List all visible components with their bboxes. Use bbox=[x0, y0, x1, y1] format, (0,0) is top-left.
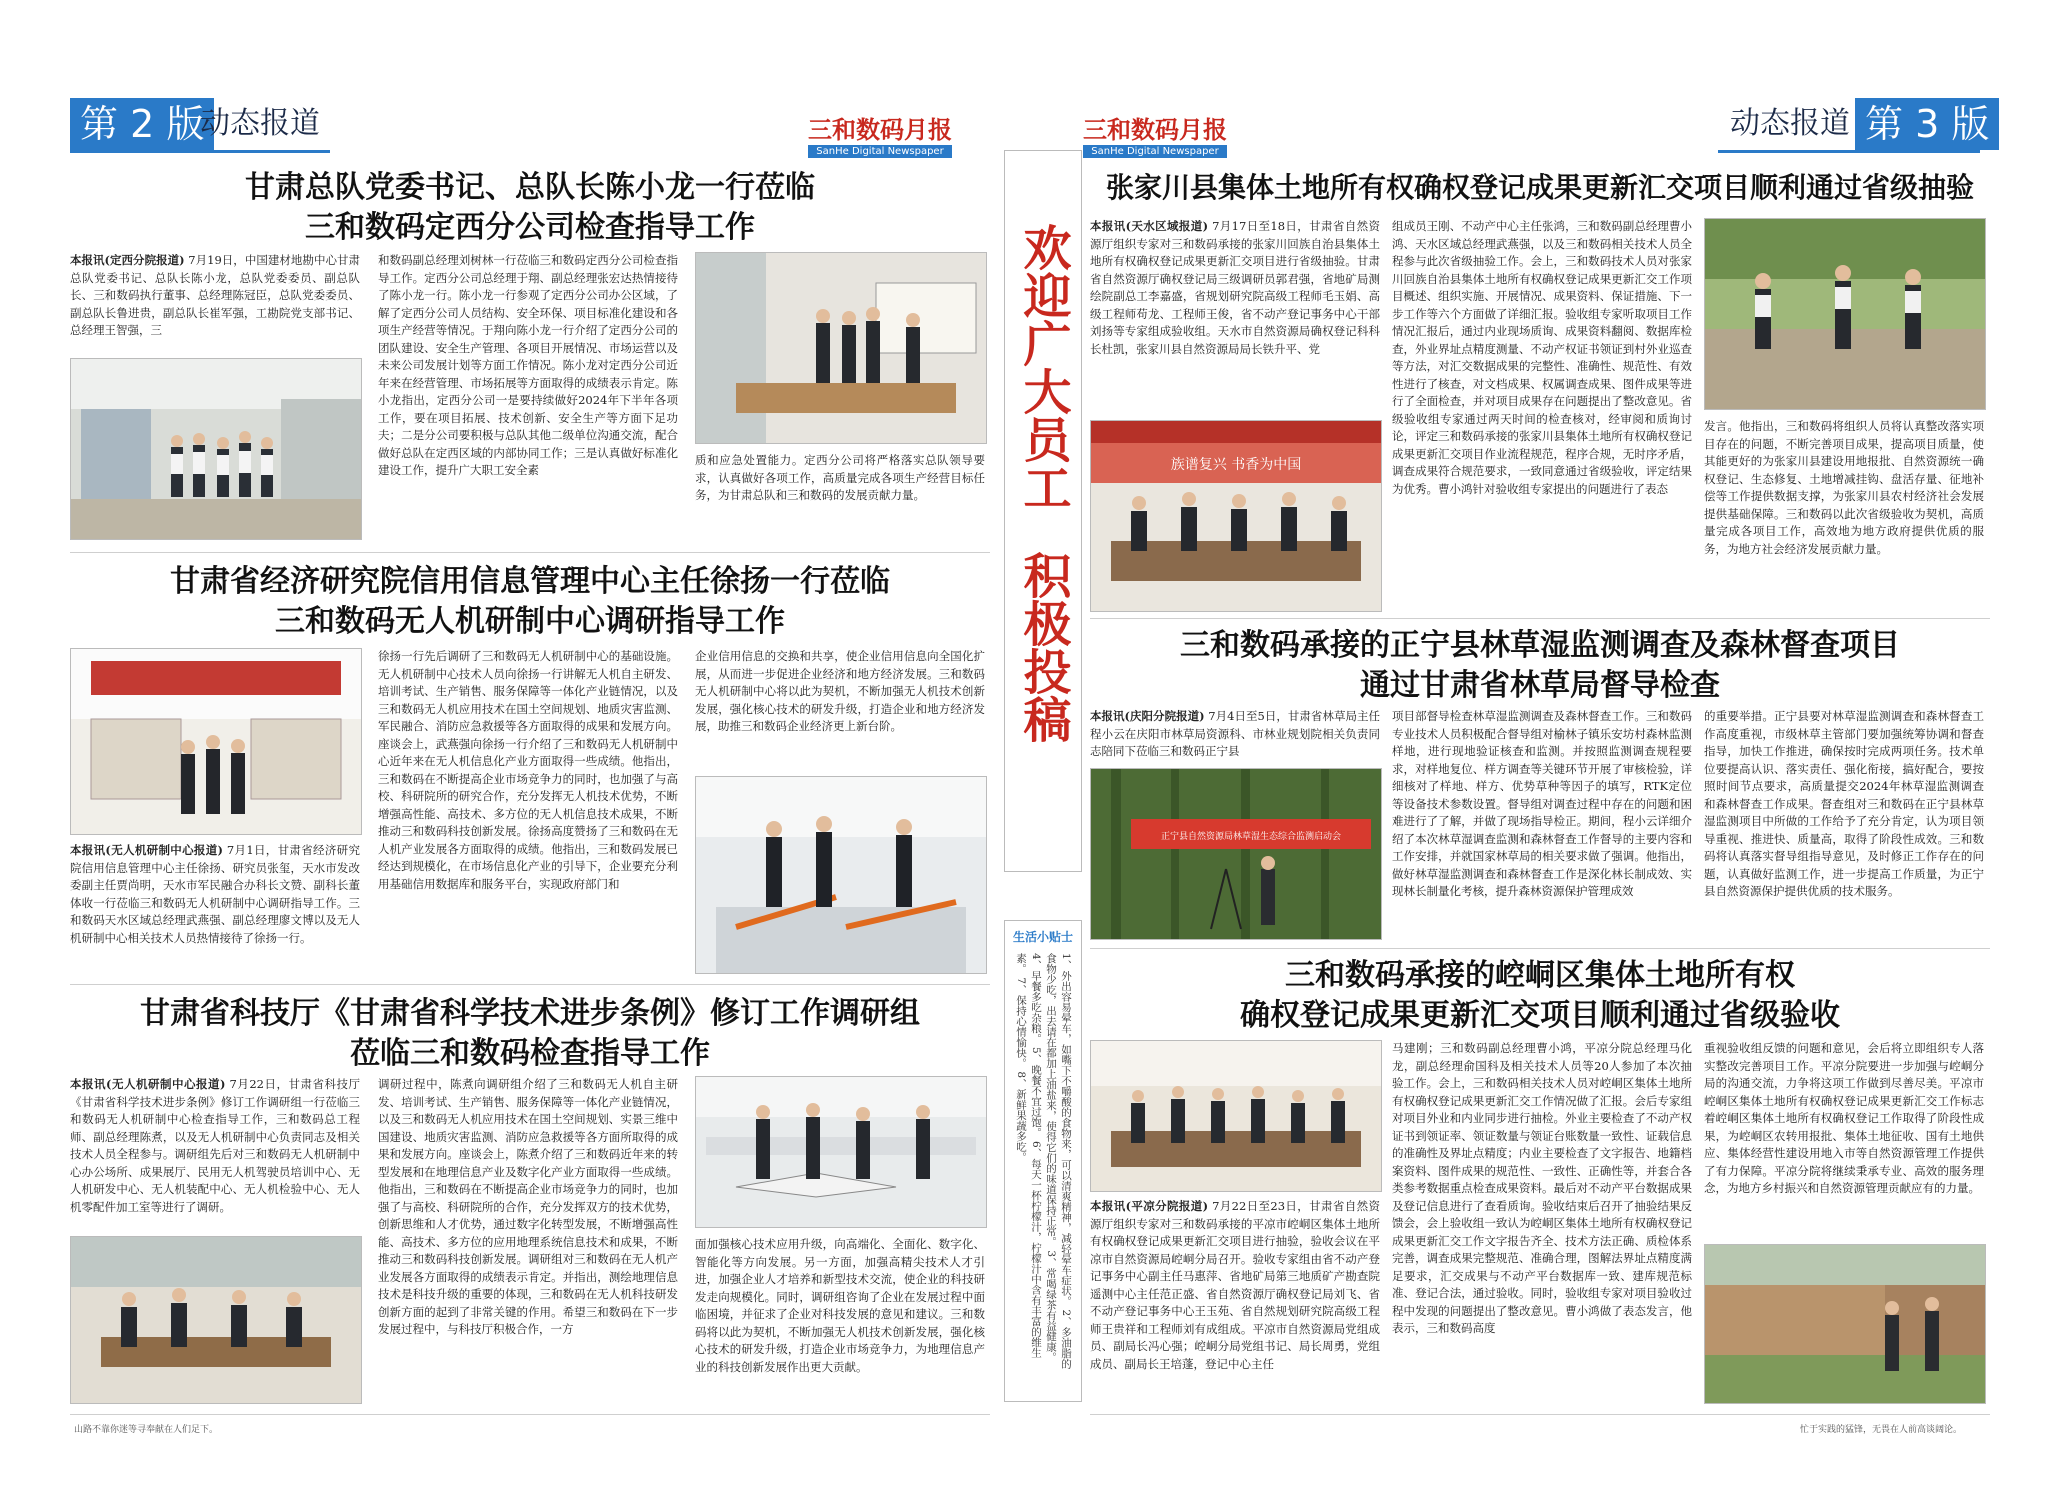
article-2-photo-1 bbox=[70, 648, 362, 835]
article-2-title-line-1: 甘肃省经济研究院信用信息管理中心主任徐扬一行莅临 bbox=[170, 564, 890, 599]
section-label-left: 动态报道 bbox=[200, 106, 320, 141]
article-5-col-3: 的重要举措。正宁县要对林草湿监测调查和森林督查工作高度重视，市级林草主管部门要加强统筹协调和督查指导，加快工作推进，确保按时完成两项任务。技术单位要提高认识、落实责任、强化衔接，搞好配合，要按照时间节点要求，高质量提交2024年林草湿监测调查和森林督查工作成果。督查组对三和数码在正宁县林草湿监测项目中所做的工作给予了充分肯定，认为项目领导重视、推进快、质量高，取得了阶段性成效。三和数码将认真落实督导组指导意见，及时修正工作存在的问题，认真做好监测工作，进一步提高工作质量，为正宁县自然资源保护提供优质的技术服务。 bbox=[1704, 709, 1984, 898]
divider bbox=[70, 552, 990, 553]
village-survey-photo bbox=[1705, 1245, 1985, 1403]
divider bbox=[1090, 948, 1990, 949]
article-3-col-1 bbox=[70, 1076, 360, 1226]
article-2-col-3: 企业信用信息的交换和共享，使企业信用信息向全国化扩展，从而进一步促进企业经济和地方经济发展。三和数码无人机研制中心将以此为契机，不断加强无人机技术创新发展，强化核心技术的研发升级，打造企业和地方经济发展，助推三和数码企业经济更上新台阶。 bbox=[695, 649, 985, 733]
article-1-col-1-text: 7月19日，中国建材地勘中心甘肃总队党委书记、总队长陈小龙，总队党委委员、副总队长、三和数码执行董事、总经理陈冠臣，总队党委委员、副总队长鲁进贵，副总队长崔军强，工勘院党支部书记、总经理王智强，三 bbox=[70, 253, 360, 337]
footer-right: 忙于实践的猛锋，无畏在人前高谈阔论。 bbox=[1800, 1425, 1963, 1435]
footer-rule-right bbox=[1090, 1414, 1990, 1415]
article-1-dateline: 本报讯(定西分院报道) bbox=[70, 253, 185, 267]
article-6-dateline: 本报讯(平凉分院报道) bbox=[1090, 1199, 1209, 1213]
article-4-title: 张家川县集体土地所有权确权登记成果更新汇交项目顺利通过省级抽验 bbox=[1105, 171, 1974, 204]
article-1-photo-2 bbox=[695, 252, 987, 444]
article-6-col-1 bbox=[1090, 1198, 1380, 1402]
article-1-title-line-1: 甘肃总队党委书记、总队长陈小龙一行莅临 bbox=[245, 170, 815, 205]
article-2-title bbox=[70, 562, 990, 642]
footer-left: 山路不靠你迷等寻奉献在人们足下。 bbox=[74, 1425, 219, 1435]
article-1-title-line-2: 三和数码定西分公司检查指导工作 bbox=[305, 210, 755, 245]
article-3-title bbox=[70, 994, 990, 1074]
article-3-photo-1 bbox=[70, 1236, 362, 1404]
masthead-right bbox=[1083, 110, 1227, 158]
article-6-title-line-2: 确权登记成果更新汇交项目顺利通过省级验收 bbox=[1240, 998, 1840, 1033]
tips-text: 1、外出容易晕车，如嘴下不嚼酸的食物来，可以清爽精神，减轻晕车症状。 2、多油脂的食物少吃，出去请在都加上油盐来，使得它们的味道保持正常。 3、常喝绿茶有益健康。 4、早餐多吃杂粮。 5、晚餐不宜过饱。 6、每天一杯柠檬汁，柠檬汁中含有丰富的维生素。 7、保持心情愉快。 8、新鲜果蔬多吃。 bbox=[1015, 953, 1072, 1369]
article-4-col-1 bbox=[1090, 218, 1380, 408]
article-5-photo-1 bbox=[1090, 768, 1382, 940]
photo-banner-text: 正宁县自然资源局林草湿生态综合监测启动会 bbox=[1160, 832, 1342, 842]
masthead-en: SanHe Digital Newspaper bbox=[1083, 145, 1227, 158]
divider bbox=[1090, 618, 1990, 619]
article-1-photo-1 bbox=[70, 358, 362, 540]
article-2-col-1 bbox=[70, 842, 360, 972]
masthead-logo: 三和数码月报 bbox=[1083, 115, 1227, 144]
header-rule-left bbox=[70, 150, 330, 153]
article-1-title bbox=[70, 168, 990, 248]
article-2-col-2: 徐扬一行先后调研了三和数码无人机研制中心的基础设施。无人机研制中心技术人员向徐扬一行讲解无人机自主研发、培训考试、生产销售、服务保障等一体化产业链情况，以及三和数码无人机应用技术在国土空间规划、地质灾害监测、军民融合、消防应急救援等各方面取得的成果和发展方向。座谈会上，武燕强向徐扬一行介绍了三和数码无人机研制中心近年来在无人机信息化产业方面取得一些成绩。他指出，三和数码在不断提高企业市场竞争力的同时，也加强了与高校、科研院所的研究合作，充分发挥无人机技术优势，不断增强高性能、高技术、多方位的无人机信息技术成果，不断推动三和数码科技创新发展。徐扬高度赞扬了三和数码在无人机产业发展各方面取得的成绩。他指出，三和数码发展已经达到规模化，在市场信息化产业的引导下，企业要充分利用基础信用数据库和服务平台，实现政府部门和 bbox=[378, 649, 678, 891]
article-5-dateline: 本报讯(庆阳分院报道) bbox=[1090, 709, 1205, 723]
article-4-dateline: 本报讯(天水区域报道) bbox=[1090, 219, 1209, 233]
article-3-col-1-text: 7月22日，甘肃省科技厅《甘肃省科学技术进步条例》修订工作调研组一行莅临三和数码无人机研制中心检查指导工作，三和数码总工程师、副总经理陈煮，以及无人机研制中心负责同志及相关技术人员全程参与。调研组先后对三和数码无人机研制中心办公场所、成果展厅、民用无人机驾驶员培训中心、无人机研发中心、无人机装配中心、无人机检验中心、无人机零配件加工室等进行了调研。 bbox=[70, 1077, 360, 1214]
tips-box bbox=[1004, 920, 1082, 1402]
slogan-box bbox=[1004, 150, 1082, 872]
footer-rule-left bbox=[70, 1414, 990, 1415]
article-4-photo-1 bbox=[1090, 420, 1382, 612]
article-5-col-1 bbox=[1090, 708, 1380, 760]
article-6-col-1-text: 7月22日至23日，甘肃省自然资源厅组织专家对三和数码承接的平凉市崆峒区集体土地所有权确权登记成果更新汇交项目进行抽验，验收会议在平凉市自然资源局崆峒分局召开。验收专家组由省不动产登记事务中心副主任马惠萍、省地矿局第三地质矿产勘查院遥测中心主任范正盛、省自然资源厅确权登记局刘飞、省不动产登记事务中心王玉苑、省自然规划研究院高级工程师王贵祥和工程师刘有成组成。平凉市自然资源局党组成员、副局长冯心强；崆峒分局党组书记、局长周勇，党组成员、副局长王培蓬，登记中心主任 bbox=[1090, 1199, 1380, 1371]
article-4-photo-2 bbox=[1704, 218, 1986, 410]
article-5-title-line-1: 三和数码承接的正宁县林草湿监测调查及森林督查项目 bbox=[1180, 628, 1900, 663]
article-5-col-1-text: 7月4日至5日，甘肃省林草局主任程小云在庆阳市林草局资源科、市林业规划院相关负责同志陪同下莅临三和数码正宁县 bbox=[1090, 709, 1380, 758]
article-3-col-3: 面加强核心技术应用升级，向高端化、全面化、数字化、智能化等方向发展。另一方面，加强高精尖技术人才引进，加强企业人才培养和新型技术交流，使企业的科技研发走向规模化。同时，调研组咨询了企业在发展过程中面临困境，并征求了企业对科技发展的意见和建议。三和数码将以此为契机，不断加强无人机技术创新发展，强化核心技术的研发升级，打造企业市场竞争力，为地理信息产业的科技创新发展作出更大贡献。 bbox=[695, 1237, 985, 1374]
meeting-room-photo bbox=[696, 253, 986, 443]
drone-lab-photo bbox=[696, 1077, 986, 1227]
article-5-col-2: 项目部督导检查林草湿监测调查及森林督查工作。三和数码专业技术人员积极配合督导组对榆林子镇乐安坊村森林监测样地，进行现地验证核查和监测。并按照监测调查规程要求，对样地复位、样方调查等关键环节开展了审核检验，详细核对了样地、样方、优势草种等因子的填写，RTK定位等设备技术参数设置。督导组对调查过程中存在的问题和困难进行了了解，并做了现场指导检正。期间，程小云详细介绍了本次林草湿调查监测和森林督查工作督导的主要内容和工作安排，并就国家林草局的相关要求做了强调。他指出，做好林草湿监测调查和森林督查工作是深化林长制成效、实现林长制量化考核，提升森林资源保护管理成效 bbox=[1392, 709, 1692, 898]
header-rule-right bbox=[1718, 150, 1980, 153]
article-6-col-2: 马建刚；三和数码副总经理曹小鸿，平凉分院总经理马化龙，副总经理俞国科及相关技术人员等20人参加了本次抽验工作。会上，三和数码相关技术人员对崆峒区集体土地所有权确权登记成果更新汇交工作情况做了汇报。会后专家组对项目外业和内业同步进行抽检。外业主要检查了不动产权证书到领证率、领证数量与领证台账数量一致性、证载信息的准确性及界址点精度；内业主要检查了文字报告、地籍档案资料、图件成果的规范性、一致性、正确性等，并套合各类参考数据重点检查成果资料。最后对不动产平台数据成果及登记信息进行了查看质询。验收结束后召开了抽验结果反馈会，会上验收组一致认为崆峒区集体土地所有权确权登记成果更新汇交工作文字报告齐全、技术方法正确、质检体系完善，调查成果完整规范、准确合理，图解法界址点精度满足要求，汇交成果与不动产平台数据库一致、建库规范标准、登记合法，通过验收。同时，验收组专家对项目验收过程中发现的问题提出了整改意见。曹小鸿做了表态发言，他表示，三和数码高度 bbox=[1392, 1041, 1692, 1335]
article-6-photo-1 bbox=[1090, 1040, 1382, 1192]
slogan-line-2 bbox=[1005, 551, 1081, 743]
slogan-text-1: 欢迎广大员工 bbox=[1015, 223, 1071, 511]
article-2-title-line-2: 三和数码无人机研制中心调研指导工作 bbox=[275, 604, 785, 639]
article-1-col-2: 和数码副总经理刘树林一行莅临三和数码定西分公司检查指导工作。定西分公司总经理于翔、副总经理张宏达热情接待了陈小龙一行。陈小龙一行参观了定西分公司办公区域，了解了定西分公司人员结构、安全环保、项目标准化建设和各项生产经营等情况。于翔向陈小龙一行介绍了定西分公司的团队建设、安全生产管理、各项目开展情况、市场运营以及未来公司发展计划等方面工作情况。陈小龙对定西分公司近年来在经营管理、市场拓展等方面取得的成绩表示肯定。陈小龙指出，定西分公司一是要持续做好2024年下半年各项工作，要在项目拓展、技术创新、安全生产等方面下足功夫；二是分公司要积极与总队其他二级单位沟通交流，配合做好总队在定西区域的内部协同工作；三是认真做好标准化建设工作，提升广大职工安全素 bbox=[378, 253, 678, 477]
banner-text-2: 族谱复兴 书香为中国 bbox=[1170, 457, 1302, 473]
masthead-logo: 三和数码月报 bbox=[808, 115, 952, 144]
article-4-col-1-text: 7月17日至18日，甘肃省自然资源厅组织专家对三和数码承接的张家川回族自治县集体土地所有权确权登记成果更新汇交项目进行省级抽验。甘肃省自然资源厅确权登记局三级调研员郭君强，省地矿局测绘院副总工李嘉盛，省规划研究院高级工程师毛玉娟、高级工程师苟龙、工程师王俊，省不动产登记事务中心干部刘扬等专家组成验收组。天水市自然资源局确权登记科科长杜凯，张家川县自然资源局局长铁升平、党 bbox=[1090, 219, 1380, 356]
slogan-line-1 bbox=[1005, 223, 1081, 511]
masthead-en: SanHe Digital Newspaper bbox=[808, 145, 952, 158]
acceptance-meeting-photo bbox=[1091, 1041, 1381, 1191]
page-number-right: 第 3 版 bbox=[1855, 98, 1999, 150]
article-6-col-3: 重视验收组反馈的问题和意见，会后将立即组织专人落实整改完善项目工作。平凉分院要进一步加强与崆峒分局的沟通交流，力争将这项工作做到尽善尽美。平凉市崆峒区集体土地所有权确权登记成果更新汇交工作标志着崆峒区集体土地所有权确权登记工作取得了阶段性成果，为崆峒区农转用报批、集体土地征收、国有土地供应、集体经营性建设用地入市等自然资源管理工作提供了有力保障。平凉分院将继续秉承专业、高效的服务理念，为地方乡村振兴和自然资源管理贡献应有的力量。 bbox=[1704, 1041, 1984, 1195]
article-5-title-line-2: 通过甘肃省林草局督导检查 bbox=[1360, 668, 1720, 703]
article-4-col-3: 发言。他指出，三和数码将组织人员将认真整改落实项目存在的问题，不断完善项目成果，提高项目质量，使其能更好的为张家川县建设用地报批、自然资源统一确权登记、生态修复、土地增减挂钩、盘活存量、征地补偿等工作提供数据支撑，为张家川县农村经济社会发展提供基础保障。三和数码以此次省级验收为契机，高质量完成各项目工作，高效地为地方政府提供优质的服务，为地方社会经济发展贡献力量。 bbox=[1704, 419, 1984, 556]
article-3-title-line-1: 甘肃省科技厅《甘肃省科学技术进步条例》修订工作调研组 bbox=[140, 996, 920, 1031]
masthead-left bbox=[808, 110, 952, 158]
article-6-title bbox=[1090, 956, 1990, 1036]
article-4-col-2: 组成员王刚、不动产中心主任张鸿，三和数码副总经理曹小鸿、天水区域总经理武燕强，以及三和数码相关技术人员全程参与此次省级抽验工作。会上，三和数码技术人员对张家川回族自治县集体土地所有权确权登记成果更新汇交工作项目概述、组织实施、开展情况、成果资料、保证措施、下一步工作等六个方面做了详细汇报。验收组专家听取项目工作情况汇报后，通过内业现场质询、成果资料翻阅、数据库检查，外业界址点精度测量、不动产权证书领证到村外业巡查等方法，对汇交数据成果的完整性、准确性、规范性、有效性进行了核查，对文档成果、权属调查成果、图件成果等进行了全面检查，并对项目成果存在问题提出了整改意见。省级验收组专家通过两天时间的检查核对，经审阅和质询讨论，评定三和数码承接的张家川县集体土地所有权确权登记成果更新汇交项目作业流程规范，程序合规，无时序矛盾，调查成果符合规范要求，一致同意通过省级验收，评定结果为优秀。曹小鸿针对验收组专家提出的问题进行了表态 bbox=[1392, 219, 1692, 496]
article-6-photo-2 bbox=[1704, 1244, 1986, 1404]
exhibition-hall-photo bbox=[71, 649, 361, 834]
article-2-col-1-text: 7月1日，甘肃省经济研究院信用信息管理中心主任徐扬、研究员张玺，天水市发改委副主任贾尚明，天水市军民融合办科长文赞、副科长董体收一行莅临三和数码无人机研制中心调研指导工作。三和数码天水区域总经理武燕强、副总经理廖文博以及无人机研制中心相关技术人员热情接待了徐扬一行。 bbox=[70, 843, 360, 945]
article-1-col-3: 质和应急处置能力。定西分公司将严格落实总队领导要求，认真做好各项工作，高质量完成各项生产经营目标任务，为甘肃总队和三和数码的发展贡献力量。 bbox=[695, 453, 985, 502]
article-2-photo-2 bbox=[695, 776, 987, 974]
article-5-title bbox=[1090, 626, 1990, 706]
article-3-title-line-2: 莅临三和数码检查指导工作 bbox=[350, 1036, 710, 1071]
conference-photo bbox=[71, 1237, 361, 1403]
slogan-text-2: 积极投稿 bbox=[1015, 551, 1071, 743]
article-6-title-line-1: 三和数码承接的崆峒区集体土地所有权 bbox=[1285, 958, 1795, 993]
article-2-dateline: 本报讯(无人机研制中心报道) bbox=[70, 843, 223, 857]
office-hallway-photo bbox=[71, 359, 361, 539]
section-label-right: 动态报道 bbox=[1730, 106, 1850, 141]
forest-monitoring-photo bbox=[1091, 769, 1381, 939]
article-1-col-1 bbox=[70, 252, 360, 352]
inspection-meeting-photo bbox=[1091, 421, 1381, 611]
tips-title: 生活小贴士 bbox=[1012, 930, 1073, 944]
article-3-col-2: 调研过程中，陈煮向调研组介绍了三和数码无人机自主研发、培训考试、生产销售、服务保障等一体化产业链情况，以及三和数码无人机应用技术在国土空间规划、实景三维中国建设、地质灾害监测、消防应急救援等各方面所取得的成果和发展方向。座谈会上，陈煮介绍了三和数码近年来的转型发展和在地理信息产业及数字化产业方面取得一些成绩。他指出，三和数码在不断提高企业市场竞争力的同时，也加强了与高校、科研院所的合作，充分发挥双方的技术优势，创新思维和人才优势，通过数字化转型发展，不断增强高性能、高技术、多方位的应用地理系统信息技术和成果，不断推动三和数码科技创新发展。调研组对三和数码在无人机产业发展各方面取得的成绩表示肯定。并指出，测绘地理信息技术是科技升级的重要的体现，三和数码在无人机科技研发创新方面的起到了非常关键的作用。希望三和数码在下一步发展过程中，与科技厅积极合作，一方 bbox=[378, 1077, 678, 1336]
divider bbox=[70, 984, 990, 985]
drone-workshop-photo bbox=[696, 777, 986, 973]
field-survey-photo bbox=[1705, 219, 1985, 409]
page-number-left: 第 2 版 bbox=[70, 98, 214, 150]
article-3-dateline: 本报讯(无人机研制中心报道) bbox=[70, 1077, 226, 1091]
article-3-photo-2 bbox=[695, 1076, 987, 1228]
